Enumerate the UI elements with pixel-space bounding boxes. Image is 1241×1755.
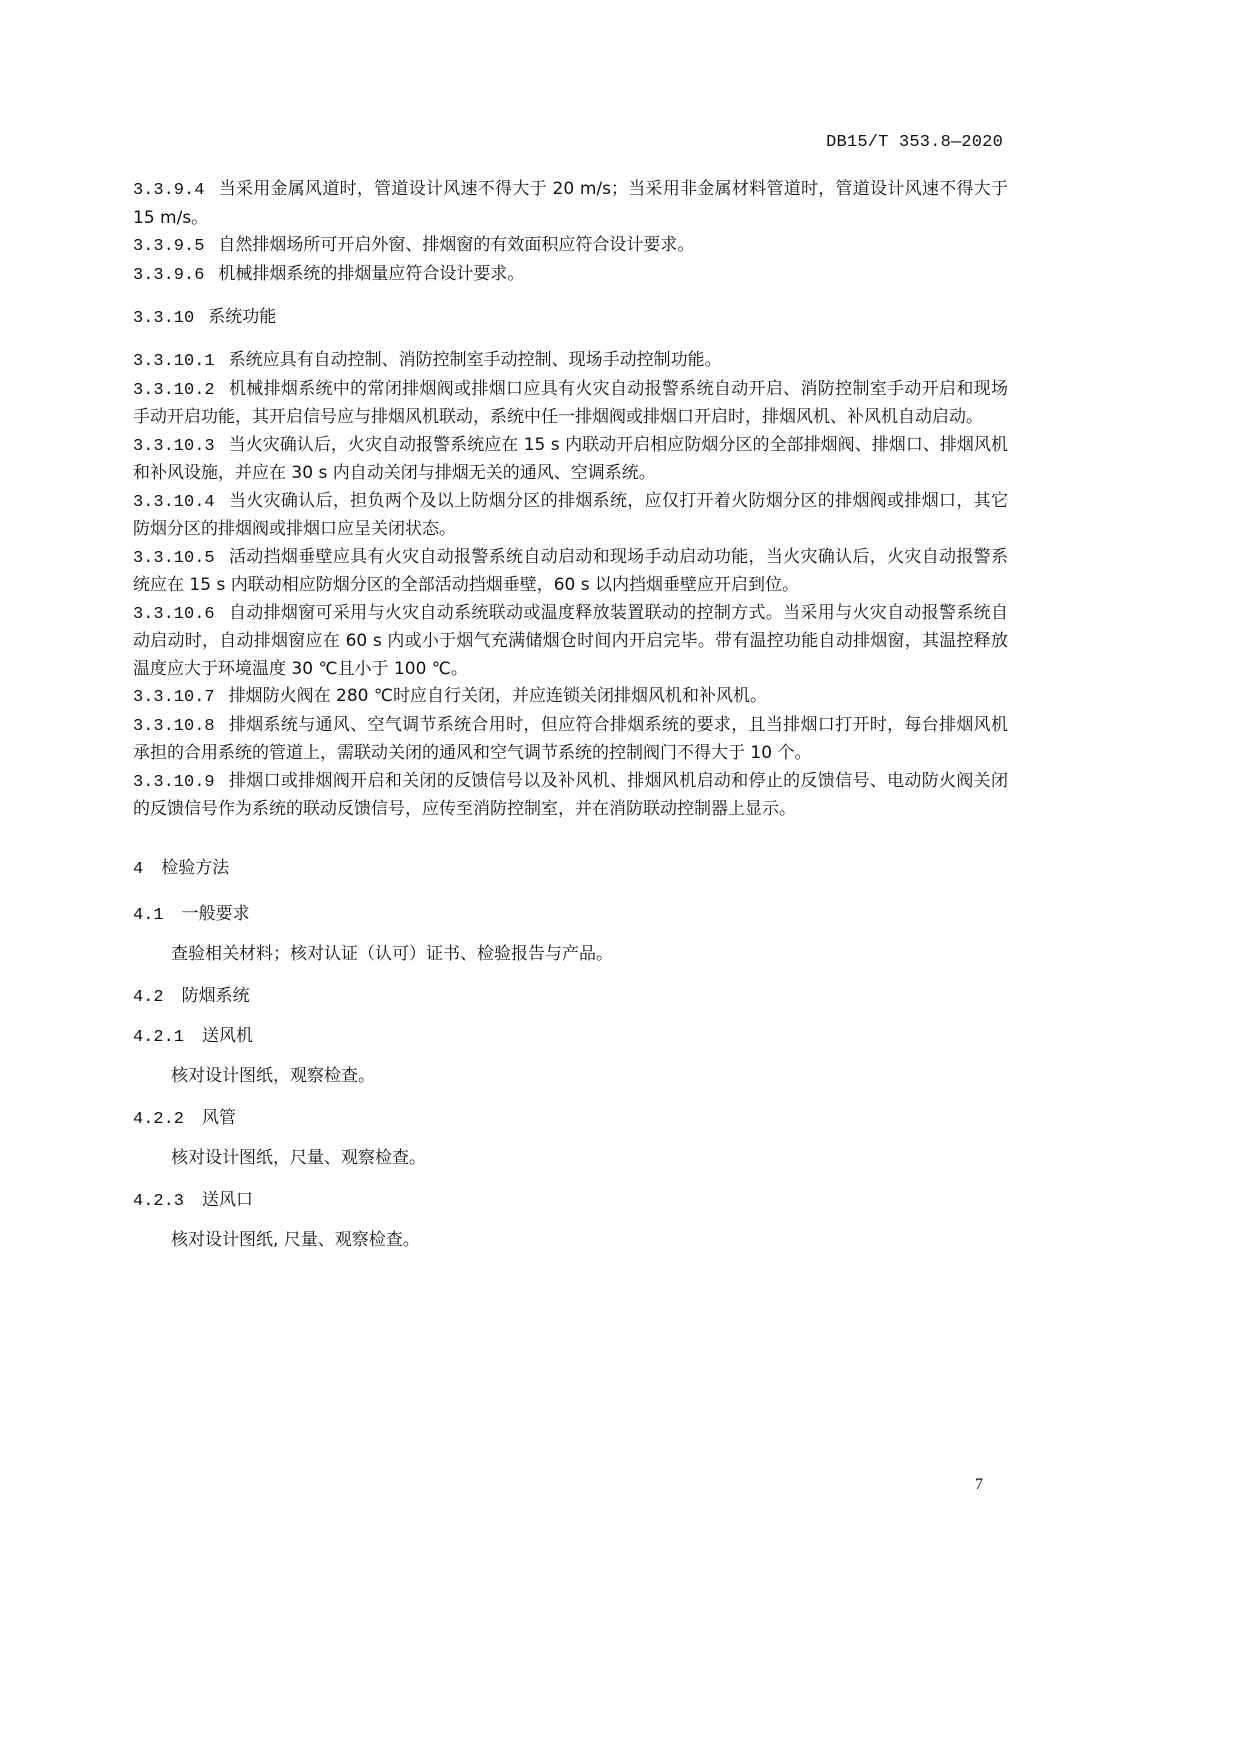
clause-number: 3.3.9.5 [133, 237, 205, 256]
clause [133, 488, 1008, 544]
section-body: 核对设计图纸, 尺量、观察检查。 [171, 1229, 420, 1250]
section-title: 风管 [202, 1107, 237, 1128]
section-title: 送风机 [202, 1025, 254, 1046]
clause [133, 347, 1008, 376]
clause [133, 600, 1008, 684]
section-number: 4.1 [133, 905, 164, 925]
clause [133, 261, 1008, 290]
section-title: 送风口 [202, 1189, 254, 1210]
clause [133, 712, 1008, 768]
clause-number: 3.3.9.4 [133, 181, 205, 200]
clause [133, 432, 1008, 488]
section-number: 4.2 [133, 987, 164, 1007]
section-heading-4-2-3 [133, 1186, 1008, 1216]
clause-text: 排烟系统与通风、空气调节系统合用时，但应符合排烟系统的要求，且当排烟口打开时，每台排烟风机承担的合用系统的管道上，需联动关闭的通风和空气调节系统的控制阀门不得大于 10 个。 [133, 714, 1008, 763]
clause-text: 机械排烟系统的排烟量应符合设计要求。 [218, 263, 525, 284]
clause [133, 768, 1008, 824]
clause [133, 176, 1008, 232]
clause-text: 自动排烟窗可采用与火灾自动系统联动或温度释放装置联动的控制方式。当采用与火灾自动报警系统自动启动时，自动排烟窗应在 60 s 内或小于烟气充满储烟仓时间内开启完毕。带有温控功能自动排烟窗，其温控释放温度应大于环境温度 30 ℃且小于 100 ℃。 [133, 602, 1008, 679]
chapter-heading [133, 854, 1008, 884]
clause-text: 排烟口或排烟阀开启和关闭的反馈信号以及补风机、排烟风机启动和停止的反馈信号、电动防火阀关闭的反馈信号作为系统的联动反馈信号，应传至消防控制室，并在消防联动控制器上显示。 [133, 770, 1008, 819]
clause-text: 当采用金属风道时，管道设计风速不得大于 20 m/s；当采用非金属材料管道时，管道设计风速不得大于 15 m/s。 [133, 179, 1008, 228]
clause-number: 3.3.10.8 [133, 716, 215, 736]
section-heading-4-2 [133, 982, 1008, 1012]
clause-text: 系统应具有自动控制、消防控制室手动控制、现场手动控制功能。 [228, 350, 722, 370]
clause-number: 3.3.10.7 [133, 688, 215, 707]
chapter-number: 4 [133, 859, 144, 879]
clause-number: 3.3.10.6 [133, 604, 215, 624]
section-title: 系统功能 [208, 307, 277, 327]
document-code: DB15/T 353.8—2020 [826, 133, 1003, 152]
section-number: 4.2.2 [133, 1109, 185, 1129]
clause-number: 3.3.10.4 [133, 492, 215, 512]
clause [133, 544, 1008, 600]
clause-number: 3.3.10.5 [133, 548, 215, 568]
section-body: 核对设计图纸，尺量、观察检查。 [171, 1147, 426, 1168]
clause [133, 232, 1008, 261]
page-body [133, 176, 1008, 1268]
clause [133, 376, 1008, 432]
section-body: 核对设计图纸，观察检查。 [171, 1065, 375, 1086]
clause-text: 排烟防火阀在 280 ℃时应自行关闭，并应连锁关闭排烟风机和补风机。 [228, 686, 767, 706]
section-number: 4.2.3 [133, 1191, 185, 1211]
section-number: 3.3.10 [133, 309, 195, 328]
clause-number: 3.3.10.1 [133, 352, 215, 371]
clause-text: 自然排烟场所可开启外窗、排烟窗的有效面积应符合设计要求。 [218, 235, 695, 255]
chapter-title: 检验方法 [161, 857, 230, 878]
clause-list-3-3-10 [133, 347, 1008, 824]
section-heading-4-2-1 [133, 1022, 1008, 1052]
clause-text: 当火灾确认后，火灾自动报警系统应在 15 s 内联动开启相应防烟分区的全部排烟阀、排烟口、排烟风机和补风设施，并应在 30 s 内自动关闭与排烟无关的通风、空调系统。 [133, 434, 1008, 483]
clause-number: 3.3.9.6 [133, 265, 205, 285]
clause-text: 当火灾确认后，担负两个及以上防烟分区的排烟系统，应仅打开着火防烟分区的排烟阀或排烟口，其它防烟分区的排烟阀或排烟口应呈关闭状态。 [133, 490, 1008, 539]
clause-number: 3.3.10.2 [133, 380, 215, 400]
clause-text: 机械排烟系统中的常闭排烟阀或排烟口应具有火灾自动报警系统自动开启、消防控制室手动开启和现场手动开启功能，其开启信号应与排烟风机联动，系统中任一排烟阀或排烟口开启时，排烟风机、补风机自动启动。 [133, 378, 1008, 427]
clause [133, 683, 1008, 712]
section-title: 防烟系统 [181, 985, 250, 1006]
section-body: 查验相关材料；核对认证（认可）证书、检验报告与产品。 [171, 943, 613, 964]
section-heading-4-2-2 [133, 1104, 1008, 1134]
section-heading-4-1 [133, 900, 1008, 930]
page-number: 7 [975, 1476, 983, 1493]
section-title: 一般要求 [181, 903, 250, 924]
section-number: 4.2.1 [133, 1027, 185, 1047]
section-heading-3-3-10 [133, 303, 1008, 333]
clause-number: 3.3.10.9 [133, 772, 215, 792]
clause-list-3-3-9 [133, 176, 1008, 289]
clause-number: 3.3.10.3 [133, 436, 215, 456]
clause-text: 活动挡烟垂壁应具有火灾自动报警系统自动启动和现场手动启动功能，当火灾确认后，火灾自动报警系统应在 15 s 内联动相应防烟分区的全部活动挡烟垂壁，60 s 以内挡烟垂壁应开启到位。 [133, 546, 1008, 595]
